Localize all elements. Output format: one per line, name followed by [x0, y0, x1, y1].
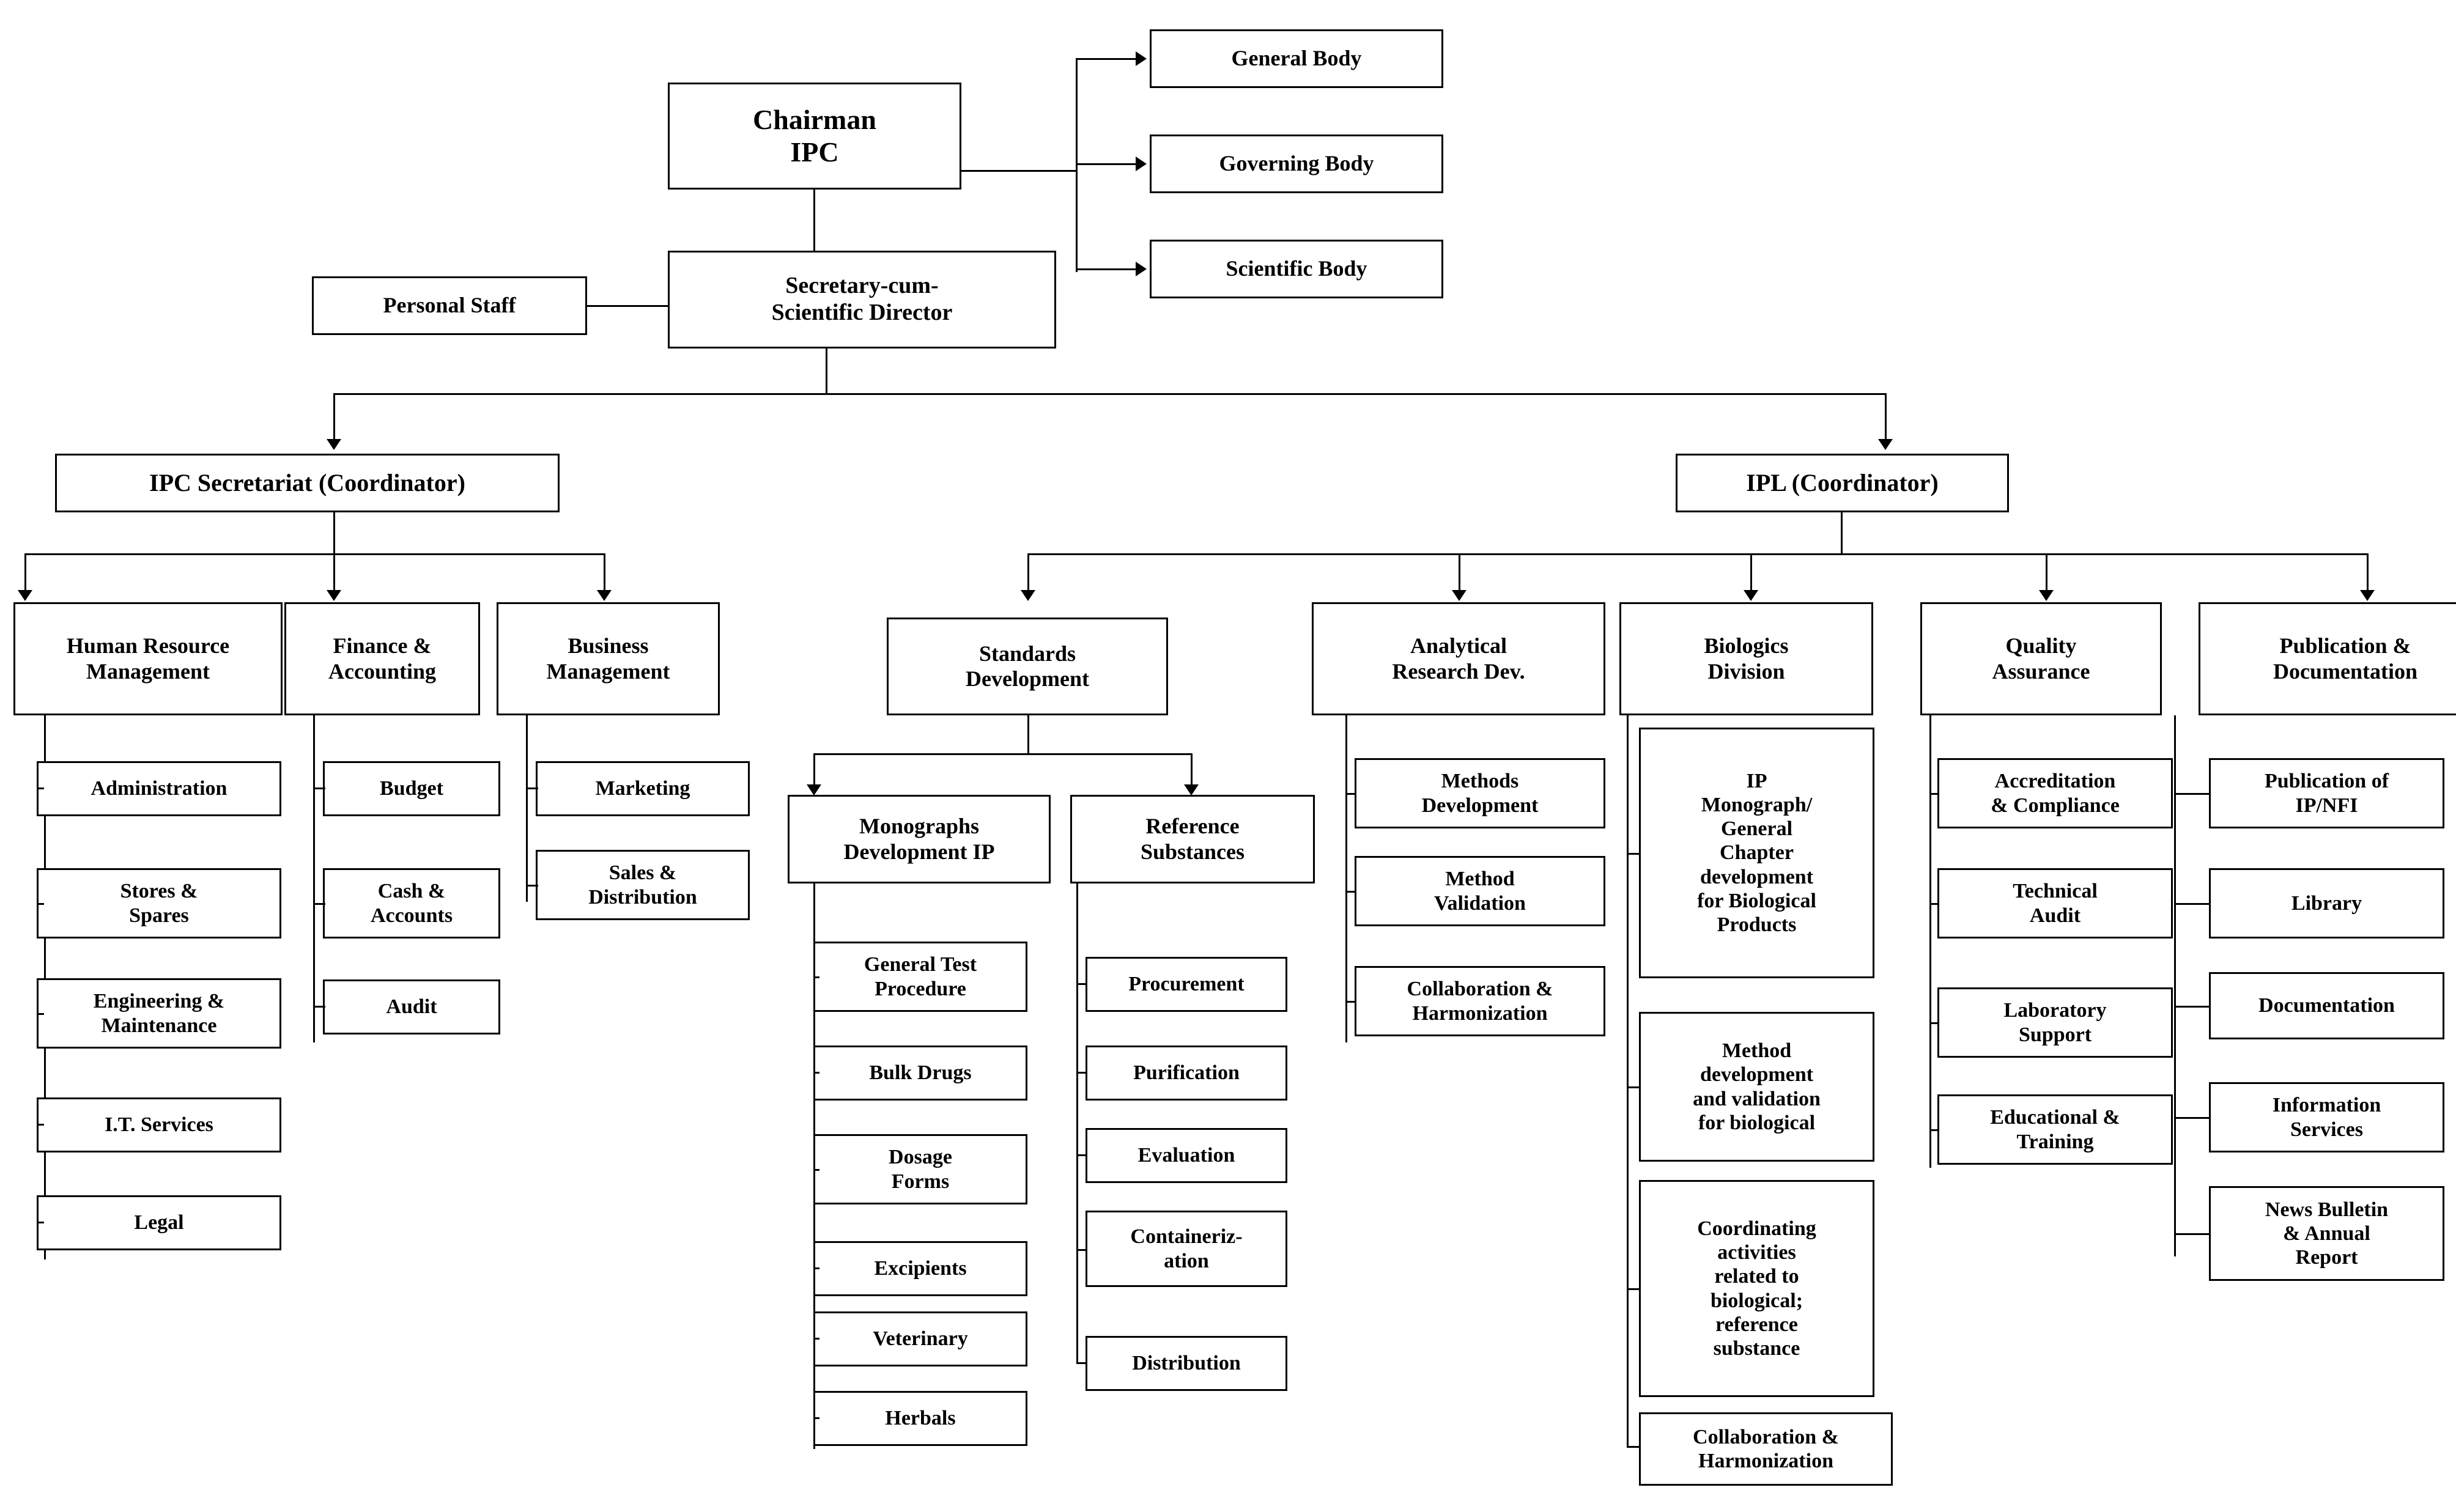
connector	[1027, 553, 2367, 555]
arrow-icon	[2039, 590, 2054, 601]
node-scientific-body[interactable]: Scientific Body	[1150, 240, 1443, 298]
node-bio-collaboration[interactable]: Collaboration & Harmonization	[1639, 1412, 1893, 1486]
connector	[813, 1169, 819, 1171]
connector	[1027, 553, 1029, 593]
connector	[333, 393, 335, 442]
arrow-icon	[807, 784, 821, 795]
connector	[1459, 553, 1460, 593]
connector	[1929, 903, 1939, 905]
node-finance-cash[interactable]: Cash & Accounts	[323, 868, 500, 939]
connector	[813, 753, 815, 787]
connector	[1076, 1154, 1087, 1156]
connector	[37, 903, 44, 905]
connector	[526, 787, 538, 789]
connector	[1076, 58, 1137, 60]
node-business-marketing[interactable]: Marketing	[536, 761, 750, 816]
connector	[37, 1124, 44, 1126]
connector	[1076, 268, 1137, 270]
connector	[1885, 393, 1887, 442]
node-personal-staff[interactable]: Personal Staff	[312, 276, 587, 335]
node-mon-excipients[interactable]: Excipients	[813, 1241, 1027, 1296]
connector	[1929, 1129, 1939, 1131]
node-ana-methods-development[interactable]: Methods Development	[1355, 758, 1605, 828]
connector	[1929, 715, 1931, 1168]
node-secretary[interactable]: Secretary-cum- Scientific Director	[668, 251, 1056, 348]
connector	[1076, 163, 1137, 165]
connector	[1027, 715, 1029, 755]
node-mon-bulk-drugs[interactable]: Bulk Drugs	[813, 1045, 1027, 1101]
connector	[1627, 1446, 1640, 1448]
connector	[1627, 715, 1629, 1446]
node-monographs-development[interactable]: Monographs Development IP	[788, 795, 1051, 883]
node-bio-coordinating[interactable]: Coordinating activities related to biological; reference substance	[1639, 1180, 1874, 1397]
connector	[1627, 853, 1640, 855]
node-general-body[interactable]: General Body	[1150, 29, 1443, 88]
node-finance-audit[interactable]: Audit	[323, 979, 500, 1034]
connector	[526, 885, 538, 887]
node-ipl[interactable]: IPL (Coordinator)	[1676, 454, 2009, 512]
node-pub-information-services[interactable]: Information Services	[2209, 1082, 2444, 1152]
connector	[37, 1013, 44, 1015]
node-business-sales[interactable]: Sales & Distribution	[536, 850, 750, 920]
node-pub-documentation[interactable]: Documentation	[2209, 972, 2444, 1039]
node-ref-procurement[interactable]: Procurement	[1086, 957, 1287, 1012]
node-mon-dosage-forms[interactable]: Dosage Forms	[813, 1134, 1027, 1204]
node-ref-evaluation[interactable]: Evaluation	[1086, 1128, 1287, 1183]
node-ref-distribution[interactable]: Distribution	[1086, 1336, 1287, 1391]
arrow-icon	[1744, 590, 1758, 601]
node-biologics[interactable]: Biologics Division	[1619, 602, 1873, 715]
connector	[1929, 793, 1939, 795]
connector	[1076, 1249, 1087, 1251]
connector	[1076, 58, 1078, 272]
connector	[2174, 715, 2176, 1256]
node-qa-accreditation[interactable]: Accreditation & Compliance	[1937, 758, 2173, 828]
connector	[1627, 1288, 1640, 1290]
node-hrm[interactable]: Human Resource Management	[13, 602, 283, 715]
arrow-icon	[18, 590, 32, 601]
node-pub-library[interactable]: Library	[2209, 868, 2444, 939]
node-qa-educational-training[interactable]: Educational & Training	[1937, 1094, 2173, 1165]
connector	[313, 715, 315, 1042]
connector	[2174, 1117, 2211, 1119]
node-reference-substances[interactable]: Reference Substances	[1070, 795, 1315, 883]
node-hrm-stores[interactable]: Stores & Spares	[37, 868, 281, 939]
connector	[2174, 903, 2211, 905]
connector	[813, 190, 815, 251]
node-ana-method-validation[interactable]: Method Validation	[1355, 856, 1605, 926]
node-governing-body[interactable]: Governing Body	[1150, 135, 1443, 193]
arrow-icon	[1184, 784, 1199, 795]
node-qa-technical-audit[interactable]: Technical Audit	[1937, 868, 2173, 939]
connector	[1345, 715, 1347, 1042]
arrow-icon	[1452, 590, 1467, 601]
connector	[2367, 553, 2369, 593]
connector	[2174, 793, 2211, 795]
connector	[313, 787, 325, 789]
connector	[813, 1267, 819, 1269]
connector	[37, 787, 44, 789]
connector	[813, 1072, 819, 1074]
node-pub-publication-ip[interactable]: Publication of IP/NFI	[2209, 758, 2444, 828]
connector	[1345, 793, 1356, 795]
arrow-icon	[1021, 590, 1035, 601]
node-ipc-secretariat[interactable]: IPC Secretariat (Coordinator)	[55, 454, 560, 512]
connector	[1076, 883, 1078, 1363]
arrow-icon	[327, 590, 341, 601]
node-mon-veterinary[interactable]: Veterinary	[813, 1311, 1027, 1366]
connector	[1627, 1086, 1640, 1088]
arrow-icon	[2360, 590, 2375, 601]
connector	[2174, 1006, 2211, 1008]
connector	[826, 348, 827, 394]
arrow-icon	[1878, 439, 1893, 450]
arrow-icon	[327, 439, 341, 450]
connector	[1750, 553, 1752, 593]
connector	[1841, 512, 1843, 555]
connector	[1929, 1022, 1939, 1024]
node-finance-budget[interactable]: Budget	[323, 761, 500, 816]
node-ana-collaboration[interactable]: Collaboration & Harmonization	[1355, 966, 1605, 1036]
connector	[813, 976, 819, 978]
node-chairman[interactable]: Chairman IPC	[668, 83, 961, 190]
connector	[961, 170, 1078, 172]
connector	[37, 1222, 44, 1223]
connector	[813, 1417, 819, 1419]
connector	[1076, 983, 1087, 985]
arrow-icon	[1136, 262, 1147, 276]
node-ref-containerization[interactable]: Containeriz- ation	[1086, 1211, 1287, 1287]
connector	[313, 1006, 325, 1008]
node-pub-news-bulletin[interactable]: News Bulletin & Annual Report	[2209, 1186, 2444, 1281]
connector	[1076, 1362, 1087, 1364]
node-hrm-engineering[interactable]: Engineering & Maintenance	[37, 978, 281, 1049]
connector	[1191, 753, 1193, 787]
connector	[24, 553, 605, 555]
connector	[313, 903, 325, 905]
connector	[1345, 891, 1356, 893]
node-standards[interactable]: Standards Development	[887, 618, 1168, 715]
connector	[1345, 1001, 1356, 1003]
connector	[333, 512, 335, 555]
connector	[813, 1338, 819, 1340]
connector	[2046, 553, 2047, 593]
connector	[2174, 1233, 2211, 1235]
connector	[604, 553, 605, 593]
arrow-icon	[1136, 51, 1147, 66]
connector	[526, 715, 528, 902]
node-hrm-legal[interactable]: Legal	[37, 1195, 281, 1250]
arrow-icon	[597, 590, 612, 601]
node-bio-ip-monograph[interactable]: IP Monograph/ General Chapter development for Biological Products	[1639, 728, 1874, 978]
node-quality[interactable]: Quality Assurance	[1920, 602, 2162, 715]
node-ref-purification[interactable]: Purification	[1086, 1045, 1287, 1101]
connector	[586, 305, 669, 307]
node-qa-laboratory-support[interactable]: Laboratory Support	[1937, 987, 2173, 1058]
connector	[1076, 1072, 1087, 1074]
connector	[813, 753, 1193, 755]
node-mon-herbals[interactable]: Herbals	[813, 1391, 1027, 1446]
connector	[333, 393, 1887, 395]
node-bio-method-development[interactable]: Method development and validation for biological	[1639, 1012, 1874, 1162]
node-hrm-it-services[interactable]: I.T. Services	[37, 1097, 281, 1152]
arrow-icon	[1136, 157, 1147, 171]
node-hrm-administration[interactable]: Administration	[37, 761, 281, 816]
node-analytical[interactable]: Analytical Research Dev.	[1312, 602, 1605, 715]
node-business[interactable]: Business Management	[497, 602, 720, 715]
node-finance[interactable]: Finance & Accounting	[284, 602, 480, 715]
connector	[333, 553, 335, 593]
connector	[24, 553, 26, 593]
node-publication[interactable]: Publication & Documentation	[2199, 602, 2456, 715]
node-mon-general-test[interactable]: General Test Procedure	[813, 942, 1027, 1012]
